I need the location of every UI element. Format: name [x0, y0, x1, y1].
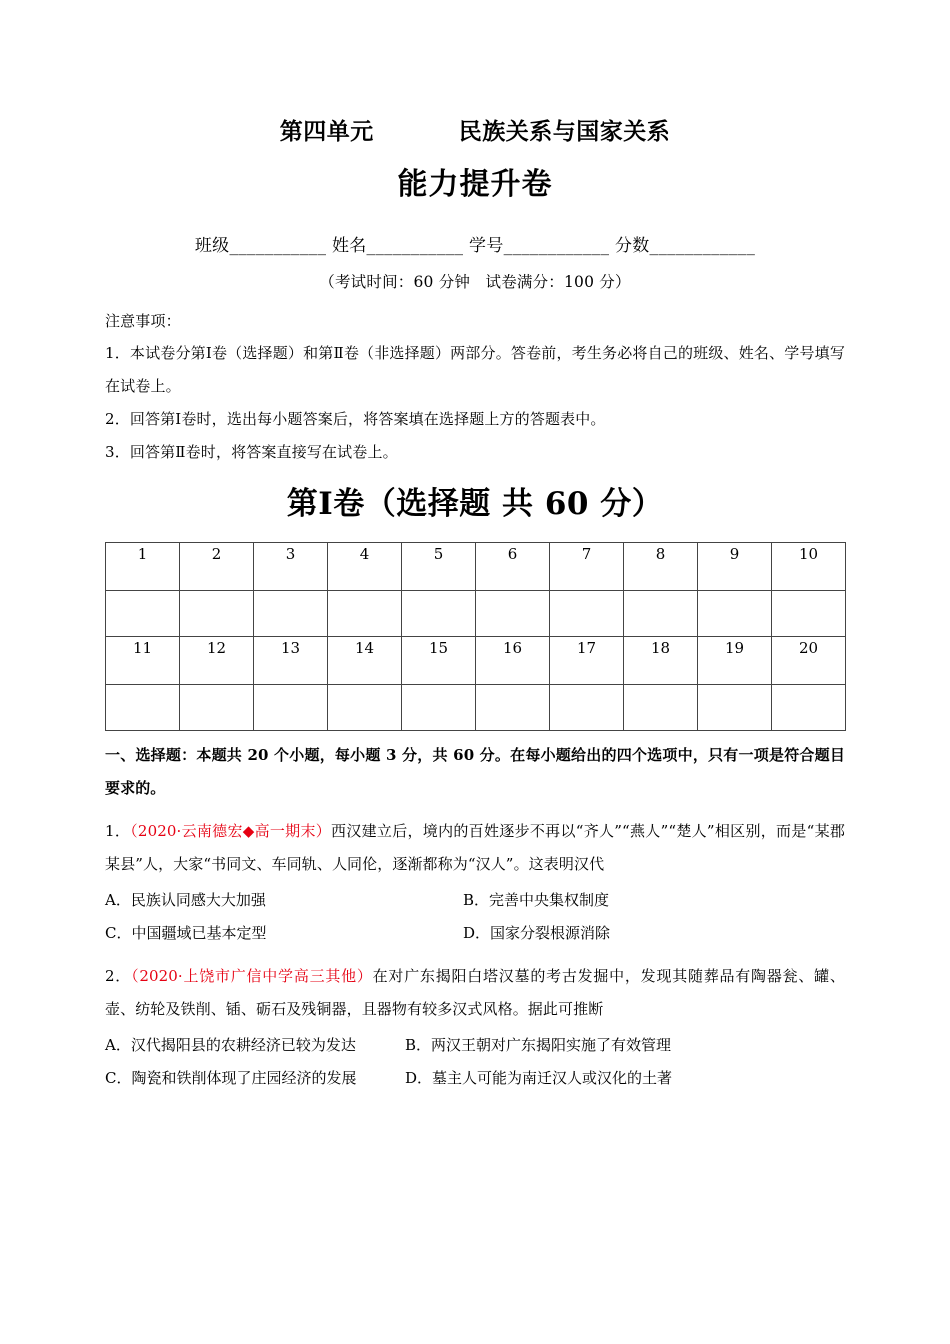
- question-number-cell: 13: [254, 637, 328, 685]
- option-row: [105, 1029, 845, 1062]
- table-row-answers-11-20: [106, 685, 846, 731]
- question-number-cell: 15: [402, 637, 476, 685]
- section-instruction: 一、选择题：本题共 20 个小题，每小题 3 分，共 60 分。在每小题给出的四个选项中，只有一项是符合题目要求的。: [105, 746, 845, 798]
- question-number-cell: 4: [328, 543, 402, 591]
- option-row: [105, 917, 845, 950]
- answer-sheet-table: [105, 542, 846, 731]
- question-number-cell: 14: [328, 637, 402, 685]
- notice-block: [105, 292, 845, 468]
- notice-item-1: 1．本试卷分第Ⅰ卷（选择题）和第Ⅱ卷（非选择题）两部分。答卷前，考生务必将自己的班级、姓名、学号填写在试卷上。: [105, 344, 845, 396]
- question-1-source: （2020·云南德宏◆高一期末）: [130, 822, 332, 841]
- answer-cell[interactable]: [550, 591, 624, 637]
- question-2-stem: [105, 960, 845, 1026]
- page-title: 第四单元 民族关系与国家关系: [279, 119, 671, 145]
- answer-cell[interactable]: [772, 685, 846, 731]
- question-number-cell: 11: [106, 637, 180, 685]
- question-number-cell: 12: [180, 637, 254, 685]
- question-number-cell: 20: [772, 637, 846, 685]
- question-2-options: [105, 1026, 845, 1095]
- question-1-number: 1．: [105, 822, 131, 841]
- answer-cell[interactable]: [550, 685, 624, 731]
- question-number-cell: 2: [180, 543, 254, 591]
- question-2-option-a[interactable]: A．汉代揭阳县的农耕经济已较为发达: [105, 1036, 356, 1055]
- answer-cell[interactable]: [254, 685, 328, 731]
- question-number-cell: 10: [772, 543, 846, 591]
- table-row-numbers-1-10: [106, 543, 846, 591]
- question-number-cell: 3: [254, 543, 328, 591]
- answer-cell[interactable]: [772, 591, 846, 637]
- exam-meta-line: （考试时间：60 分钟 试卷满分：100 分）: [319, 272, 631, 291]
- answer-cell[interactable]: [698, 685, 772, 731]
- question-1-option-a[interactable]: A．民族认同感大大加强: [105, 891, 266, 910]
- answer-cell[interactable]: [402, 591, 476, 637]
- notice-item-2: 2．回答第Ⅰ卷时，选出每小题答案后，将答案填在选择题上方的答题表中。: [105, 409, 606, 428]
- answer-table-wrapper: [105, 530, 845, 731]
- question-1-option-d[interactable]: D．国家分裂根源消除: [463, 924, 611, 943]
- question-2-option-d[interactable]: D．墓主人可能为南迁汉人或汉化的土著: [405, 1069, 673, 1088]
- question-2: [105, 950, 845, 1095]
- question-2-option-b[interactable]: B．两汉王朝对广东揭阳实施了有效管理: [405, 1036, 672, 1055]
- question-number-cell: 18: [624, 637, 698, 685]
- answer-cell[interactable]: [402, 685, 476, 731]
- answer-cell[interactable]: [698, 591, 772, 637]
- question-2-text: 在对广东揭阳白塔汉墓的考古发掘中，发现其随葬品有陶器瓮、罐、壶、纺轮及铁削、锸、砺石及残铜器，且器物有较多汉式风格。据此可推断: [105, 967, 845, 1019]
- question-1-option-c[interactable]: C．中国疆域已基本定型: [105, 924, 267, 943]
- question-2-number: 2．: [105, 967, 132, 986]
- answer-cell[interactable]: [328, 685, 402, 731]
- answer-cell[interactable]: [180, 591, 254, 637]
- question-1: [105, 805, 845, 950]
- notice-item-3: 3．回答第Ⅱ卷时，将答案直接写在试卷上。: [105, 442, 398, 461]
- question-number-cell: 9: [698, 543, 772, 591]
- question-number-cell: 17: [550, 637, 624, 685]
- question-1-options: [105, 881, 845, 950]
- question-2-option-c[interactable]: C．陶瓷和铁削体现了庄园经济的发展: [105, 1069, 357, 1088]
- question-number-cell: 8: [624, 543, 698, 591]
- answer-cell[interactable]: [106, 591, 180, 637]
- question-2-source: （2020·上饶市广信中学高三其他）: [131, 967, 373, 986]
- question-1-stem: [105, 815, 845, 881]
- question-1-option-b[interactable]: B．完善中央集权制度: [463, 891, 610, 910]
- answer-cell[interactable]: [106, 685, 180, 731]
- page-subtitle: 能力提升卷: [397, 166, 553, 202]
- question-number-cell: 6: [476, 543, 550, 591]
- student-info-line: 班级___________ 姓名___________ 学号____________ 分数____________: [194, 235, 756, 256]
- option-row: [105, 1062, 845, 1095]
- option-row: [105, 884, 845, 917]
- answer-cell[interactable]: [476, 591, 550, 637]
- question-number-cell: 5: [402, 543, 476, 591]
- question-number-cell: 7: [550, 543, 624, 591]
- answer-cell[interactable]: [624, 591, 698, 637]
- notice-heading: 注意事项：: [105, 311, 181, 330]
- answer-cell[interactable]: [476, 685, 550, 731]
- table-row-answers-1-10: [106, 591, 846, 637]
- table-row-numbers-11-20: [106, 637, 846, 685]
- answer-cell[interactable]: [624, 685, 698, 731]
- answer-cell[interactable]: [180, 685, 254, 731]
- question-number-cell: 16: [476, 637, 550, 685]
- answer-cell[interactable]: [254, 591, 328, 637]
- part-one-heading: 第Ⅰ卷（选择题 共 60 分）: [286, 486, 664, 523]
- question-number-cell: 1: [106, 543, 180, 591]
- answer-cell[interactable]: [328, 591, 402, 637]
- question-1-text: 西汉建立后，境内的百姓逐步不再以“齐人”“燕人”“楚人”相区别，而是“某郡某县”人，大家“书同文、车同轨、人同伦，逐渐都称为“汉人”。这表明汉代: [105, 822, 845, 874]
- question-number-cell: 19: [698, 637, 772, 685]
